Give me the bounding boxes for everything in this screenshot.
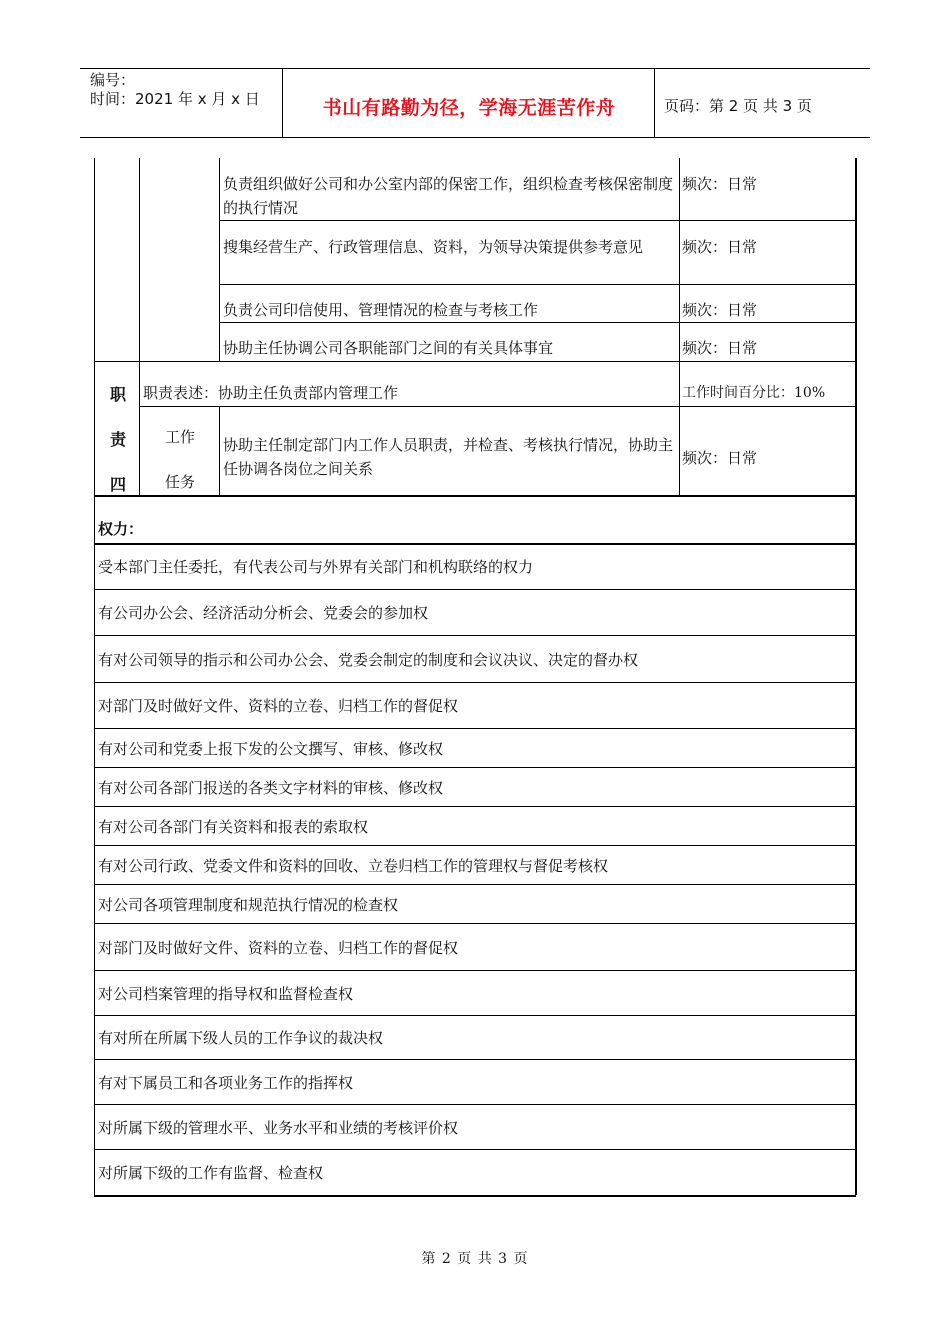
task-frequency: 频次：日常 [682,238,758,256]
col-divider [679,158,680,361]
row-divider [94,970,856,971]
power-item: 有公司办公会、经济活动分析会、党委会的参加权 [98,604,429,622]
duty-label-char: 四 [109,475,126,494]
table-border-left [94,158,95,1195]
task-frequency: 频次：日常 [682,301,758,319]
task-text: 负责公司印信使用、管理情况的检查与考核工作 [223,301,539,319]
task-frequency: 频次：日常 [682,175,758,193]
power-item: 对部门及时做好文件、资料的立卷、归档工作的督促权 [98,697,459,715]
header-motto: 书山有路勤为径，学海无涯苦作舟 [322,97,616,119]
row-divider [94,884,856,885]
row-divider [94,806,856,807]
power-item: 有对公司各部门有关资料和报表的索取权 [98,818,369,836]
row-divider [94,767,856,768]
power-item: 有对公司行政、党委文件和资料的回收、立卷归档工作的管理权与督促考核权 [98,857,609,875]
task-frequency: 频次：日常 [682,339,758,357]
row-divider [94,589,856,590]
powers-title: 权力： [98,520,144,538]
row-divider [94,845,856,846]
page-footer: 第 2 页 共 3 页 [421,1251,529,1267]
number-label: 编号： [90,71,136,89]
col-divider [139,361,140,496]
col-divider [139,158,140,361]
row-divider [94,495,856,497]
time-label: 时间：2021 年 x 月 x 日 [90,90,260,108]
power-item: 有对公司领导的指示和公司办公会、党委会制定的制度和会议决议、决定的督办权 [98,651,639,669]
row-divider [94,543,856,545]
col-divider [219,406,220,496]
header-page-number: 页码：第 2 页 共 3 页 [664,97,812,115]
row-divider [94,361,856,362]
header-meta [90,71,260,109]
col-divider [679,361,680,496]
row-divider [94,1149,856,1150]
row-divider [94,1015,856,1016]
row-divider [219,284,856,285]
work-task-label: 任务 [164,473,195,491]
row-divider [94,728,856,729]
task-frequency: 频次：日常 [682,449,758,467]
task-text: 协助主任制定部门内工作人员职责，并检查、考核执行情况，协助主任协调各岗位之间关系 [223,436,674,478]
power-item: 受本部门主任委托，有代表公司与外界有关部门和机构联络的权力 [98,558,534,576]
power-item: 有对所在所属下级人员的工作争议的裁决权 [98,1029,384,1047]
power-item: 对公司档案管理的指导权和监督检查权 [98,985,354,1003]
task-text: 协助主任协调公司各职能部门之间的有关具体事宜 [223,339,554,357]
duty-time-percent: 工作时间百分比：10% [682,385,826,401]
power-item: 对部门及时做好文件、资料的立卷、归档工作的督促权 [98,939,459,957]
table-border-right [855,158,857,1195]
duty-label-char: 职 [109,385,126,404]
row-divider [94,1059,856,1060]
row-divider [94,1104,856,1105]
col-divider [219,158,220,361]
row-divider [139,406,856,407]
power-item: 有对公司和党委上报下发的公文撰写、审核、修改权 [98,740,444,758]
power-item: 有对公司各部门报送的各类文字材料的审核、修改权 [98,779,444,797]
power-item: 对所属下级的管理水平、业务水平和业绩的考核评价权 [98,1119,459,1137]
work-task-label: 工作 [164,428,195,446]
row-divider [219,220,856,221]
power-item: 对公司各项管理制度和规范执行情况的检查权 [98,896,399,914]
power-item: 有对下属员工和各项业务工作的指挥权 [98,1074,354,1092]
power-item: 对所属下级的工作有监督、检查权 [98,1164,324,1182]
task-text: 搜集经营生产、行政管理信息、资料，为领导决策提供参考意见 [223,238,644,256]
row-divider [94,923,856,924]
row-divider [94,635,856,636]
duty-label-char: 责 [109,430,126,449]
duty-description: 职责表述：协助主任负责部内管理工作 [143,384,399,402]
row-divider [219,322,856,323]
task-text: 负责组织做好公司和办公室内部的保密工作，组织检查考核保密制度的执行情况 [223,175,674,217]
header-divider [654,69,655,137]
row-divider [94,682,856,683]
header-divider [282,69,283,137]
page-header [80,68,870,138]
row-divider [94,1195,856,1197]
